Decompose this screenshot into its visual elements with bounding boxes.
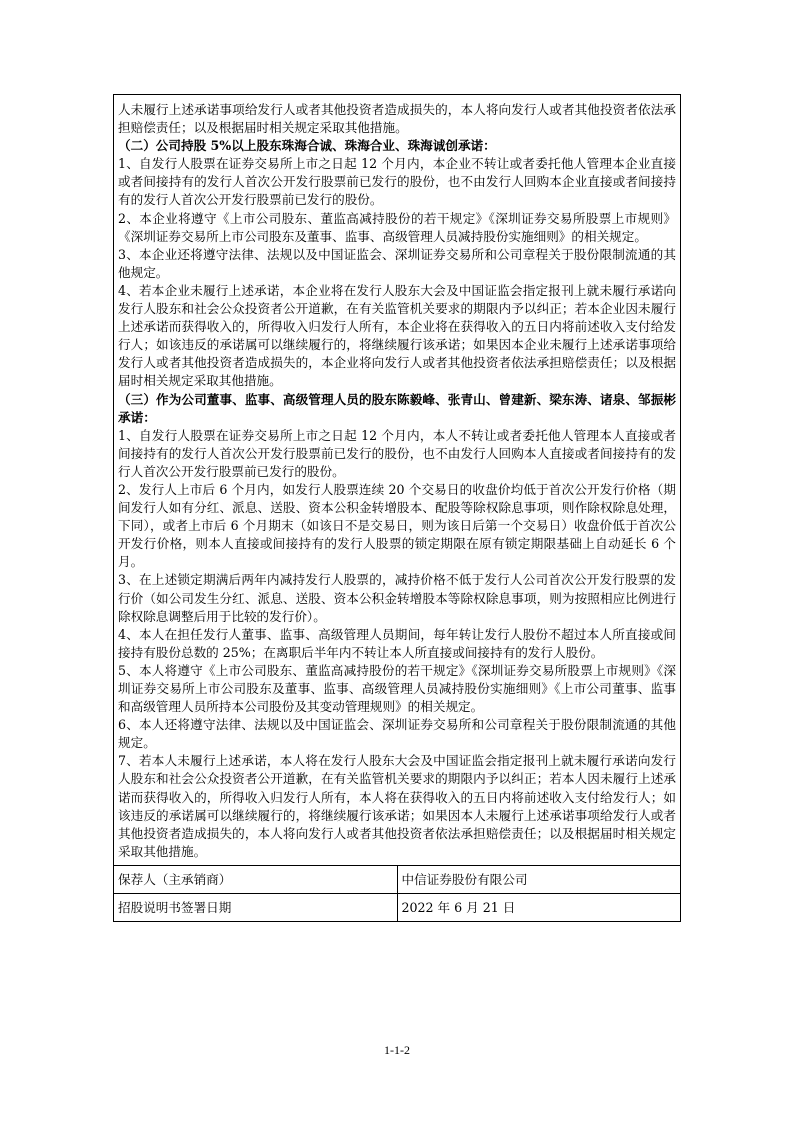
- sponsor-row: [114, 865, 681, 893]
- paragraph-5: 4、若本企业未履行上述承诺，本企业将在发行人股东大会及中国证监会指定报刊上就未履行承诺向发行人股东和社会公众投资者公开道歉，在有关监管机关要求的期限内予以纠正；若本企业因未履行上述承诺而获得收入的，所得收入归发行人所有，本企业将在获得收入的五日内将前述收入支付给发行人；如该违反的承诺属可以继续履行的，将继续履行该承诺；如果因本企业未履行上述承诺事项给发行人或者其他投资者造成损失的，本企业将向发行人或者其他投资者依法承担赔偿责任；以及根据届时相关规定采取其他措施。: [118, 282, 676, 389]
- paragraph-8: 2、发行人上市后 6 个月内，如发行人股票连续 20 个交易日的收盘价均低于首次公开发行价格（期间发行人如有分红、派息、送股、资本公积金转增股本、配股等除权除息事项，则作除权除息处理，下同），或者上市后 6 个月期末（如该日不是交易日，则为该日后第一个交易日）收盘价低于首次公开发行价格，则本人直接或间接持有的发行人股票的锁定期限在原有锁定期限基础上自动延长 6 个月。: [118, 481, 676, 570]
- commitment-row: [114, 95, 681, 866]
- sponsor-value: 中信证券股份有限公司: [397, 865, 681, 893]
- section-heading-3: （三）作为公司董事、监事、高级管理人员的股东陈毅峰、张青山、曾建新、梁东涛、诸泉、邹振彬承诺：: [118, 391, 676, 425]
- paragraph-12: 6、本人还将遵守法律、法规以及中国证监会、深圳证券交易所和公司章程关于股份限制流通的其他规定。: [118, 717, 676, 751]
- paragraph-0: 人未履行上述承诺事项给发行人或者其他投资者造成损失的，本人将向发行人或者其他投资者依法承担赔偿责任；以及根据届时相关规定采取其他措施。: [118, 102, 676, 136]
- signing-date-value: 2022 年 6 月 21 日: [397, 893, 681, 921]
- paragraph-9: 3、在上述锁定期满后两年内减持发行人股票的，减持价格不低于发行人公司首次公开发行股票的发行价（如公司发生分红、派息、送股、资本公积金转增股本等除权除息事项，则为按照相应比例进行除权除息调整后用于比较的发行价）。: [118, 572, 676, 624]
- paragraph-3: 2、本企业将遵守《上市公司股东、董监高减持股份的若干规定》《深圳证券交易所股票上市规则》《深圳证券交易所上市公司股东及董事、监事、高级管理人员减持股份实施细则》的相关规定。: [118, 210, 676, 244]
- section-heading-2: （二）公司持股 5%以上股东珠海合诚、珠海合业、珠海诚创承诺：: [118, 138, 496, 154]
- paragraph-11: 5、本人将遵守《上市公司股东、董监高减持股份的若干规定》《深圳证券交易所股票上市规则》《深圳证券交易所上市公司股东及董事、监事、高级管理人员减持股份实施细则》《上市公司董事、监事和高级管理人员所持本公司股份及其变动管理规则》的相关规定。: [118, 662, 676, 715]
- paragraph-10: 4、本人在担任发行人董事、监事、高级管理人员期间，每年转让发行人股份不超过本人所直接或间接持有股份总数的 25%；在离职后半年内不转让本人所直接或间接持有的发行人股份。: [118, 626, 676, 660]
- commitment-text-cell: [114, 95, 681, 866]
- signing-date-row: [114, 893, 681, 921]
- page-number: 1-1-2: [384, 1043, 410, 1057]
- signing-date-label: 招股说明书签署日期: [114, 893, 398, 921]
- commitment-table: [113, 94, 681, 922]
- sponsor-label: 保荐人（主承销商）: [114, 865, 398, 893]
- paragraph-7: 1、自发行人股票在证券交易所上市之日起 12 个月内，本人不转让或者委托他人管理本人直接或者间接持有的发行人首次公开发行股票前已发行的股份，也不由发行人回购本人直接或者间接持有的发行人首次公开发行股票前已发行的股份。: [118, 427, 676, 479]
- paragraph-4: 3、本企业还将遵守法律、法规以及中国证监会、深圳证券交易所和公司章程关于股份限制流通的其他规定。: [118, 246, 676, 280]
- paragraph-13: 7、若本人未履行上述承诺，本人将在发行人股东大会及中国证监会指定报刊上就未履行承诺向发行人股东和社会公众投资者公开道歉，在有关监管机关要求的期限内予以纠正；若本人因未履行上述承诺而获得收入的，所得收入归发行人所有，本人将在获得收入的五日内将前述收入支付给发行人；如该违反的承诺属可以继续履行的，将继续履行该承诺；如果因本人未履行上述承诺事项给发行人或者其他投资者造成损失的，本人将向发行人或者其他投资者依法承担赔偿责任；以及根据届时相关规定采取其他措施。: [118, 753, 676, 859]
- paragraph-2: 1、自发行人股票在证券交易所上市之日起 12 个月内，本企业不转让或者委托他人管理本企业直接或者间接持有的发行人首次公开发行股票前已发行的股份，也不由发行人回购本企业直接或者间接持有的发行人首次公开发行股票前已发行的股份。: [118, 156, 676, 208]
